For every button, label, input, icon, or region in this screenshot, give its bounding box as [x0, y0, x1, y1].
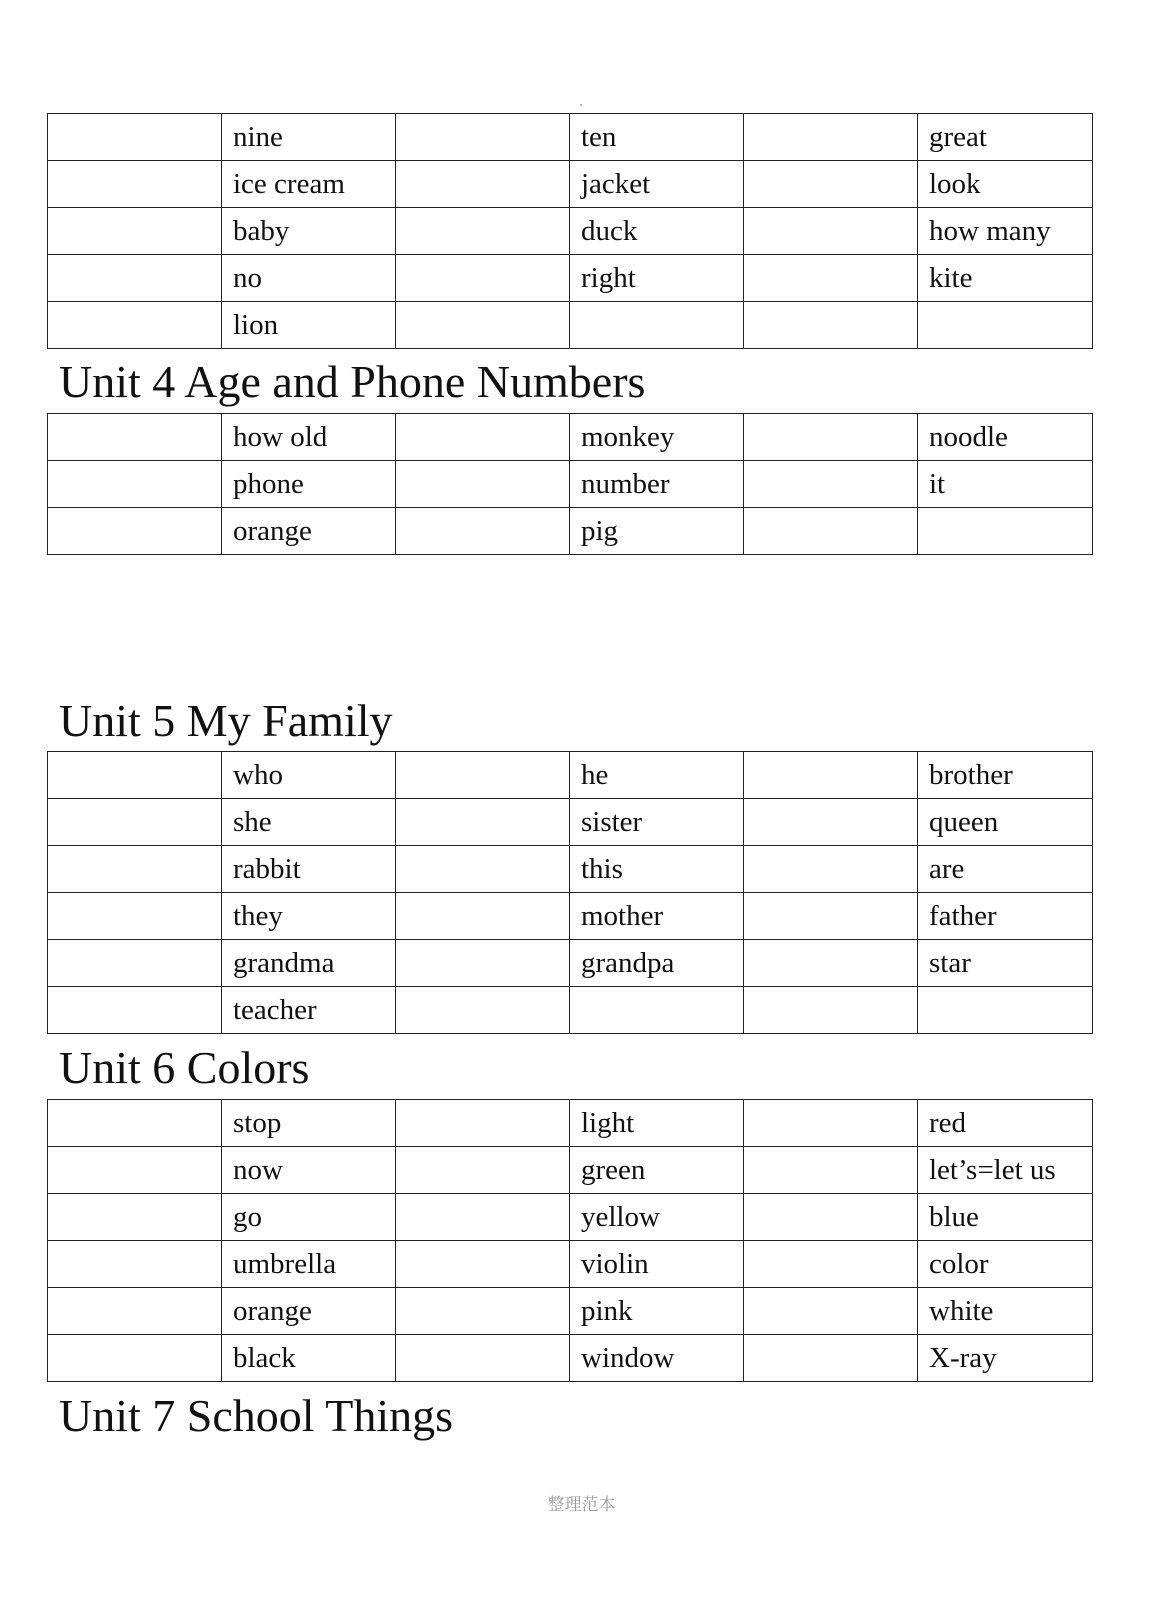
- word-cell: violin: [570, 1241, 744, 1288]
- blank-cell: [744, 414, 918, 461]
- word-cell: great: [918, 114, 1093, 161]
- vocab-table-unit-6: [47, 1099, 1093, 1382]
- word-cell: how old: [222, 414, 396, 461]
- word-cell: grandma: [222, 940, 396, 987]
- word-cell: they: [222, 893, 396, 940]
- word-cell: X-ray: [918, 1335, 1093, 1382]
- blank-cell: [396, 1288, 570, 1335]
- table-row: [48, 508, 1093, 555]
- table-row: [48, 1194, 1093, 1241]
- word-cell: [570, 987, 744, 1034]
- blank-cell: [48, 255, 222, 302]
- blank-cell: [396, 799, 570, 846]
- blank-cell: [744, 752, 918, 799]
- vocab-table-continued: [47, 113, 1093, 349]
- word-cell: phone: [222, 461, 396, 508]
- word-cell: green: [570, 1147, 744, 1194]
- blank-cell: [396, 414, 570, 461]
- blank-cell: [48, 846, 222, 893]
- blank-cell: [396, 987, 570, 1034]
- word-cell: sister: [570, 799, 744, 846]
- unit-5-title: Unit 5 My Family: [59, 695, 393, 746]
- word-cell: no: [222, 255, 396, 302]
- word-cell: lion: [222, 302, 396, 349]
- table-row: [48, 461, 1093, 508]
- blank-cell: [396, 302, 570, 349]
- word-cell: brother: [918, 752, 1093, 799]
- table-row: [48, 255, 1093, 302]
- word-cell: noodle: [918, 414, 1093, 461]
- table-row: [48, 799, 1093, 846]
- word-cell: umbrella: [222, 1241, 396, 1288]
- word-cell: mother: [570, 893, 744, 940]
- blank-cell: [48, 987, 222, 1034]
- word-cell: duck: [570, 208, 744, 255]
- word-cell: grandpa: [570, 940, 744, 987]
- blank-cell: [48, 1194, 222, 1241]
- table-row: [48, 846, 1093, 893]
- word-cell: she: [222, 799, 396, 846]
- word-cell: window: [570, 1335, 744, 1382]
- word-cell: ice cream: [222, 161, 396, 208]
- table-row: [48, 114, 1093, 161]
- blank-cell: [396, 1100, 570, 1147]
- word-cell: queen: [918, 799, 1093, 846]
- blank-cell: [396, 1335, 570, 1382]
- word-cell: orange: [222, 1288, 396, 1335]
- word-cell: white: [918, 1288, 1093, 1335]
- unit-6-title: Unit 6 Colors: [59, 1042, 310, 1093]
- blank-cell: [744, 114, 918, 161]
- blank-cell: [744, 940, 918, 987]
- blank-cell: [744, 799, 918, 846]
- vocab-table-unit-5: [47, 751, 1093, 1034]
- unit-4-title: Unit 4 Age and Phone Numbers: [59, 356, 646, 407]
- blank-cell: [744, 1335, 918, 1382]
- word-cell: pig: [570, 508, 744, 555]
- blank-cell: [744, 461, 918, 508]
- word-cell: stop: [222, 1100, 396, 1147]
- table-row: [48, 161, 1093, 208]
- word-cell: how many: [918, 208, 1093, 255]
- word-cell: kite: [918, 255, 1093, 302]
- vocab-table-unit-4: [47, 413, 1093, 555]
- blank-cell: [396, 1194, 570, 1241]
- word-cell: go: [222, 1194, 396, 1241]
- page-footer-watermark: 整理范本: [547, 1495, 616, 1515]
- blank-cell: [744, 1288, 918, 1335]
- word-cell: let’s=let us: [918, 1147, 1093, 1194]
- word-cell: jacket: [570, 161, 744, 208]
- word-cell: baby: [222, 208, 396, 255]
- blank-cell: [48, 1288, 222, 1335]
- word-cell: orange: [222, 508, 396, 555]
- table-row: [48, 987, 1093, 1034]
- blank-cell: [744, 161, 918, 208]
- blank-cell: [396, 461, 570, 508]
- blank-cell: [48, 508, 222, 555]
- word-cell: now: [222, 1147, 396, 1194]
- blank-cell: [48, 940, 222, 987]
- blank-cell: [396, 161, 570, 208]
- table-row: [48, 940, 1093, 987]
- word-cell: yellow: [570, 1194, 744, 1241]
- blank-cell: [48, 799, 222, 846]
- table-row: [48, 1288, 1093, 1335]
- word-cell: look: [918, 161, 1093, 208]
- word-cell: pink: [570, 1288, 744, 1335]
- word-cell: star: [918, 940, 1093, 987]
- blank-cell: [396, 846, 570, 893]
- table-row: [48, 893, 1093, 940]
- table-row: [48, 208, 1093, 255]
- blank-cell: [744, 1241, 918, 1288]
- word-cell: he: [570, 752, 744, 799]
- blank-cell: [744, 846, 918, 893]
- word-cell: black: [222, 1335, 396, 1382]
- word-cell: monkey: [570, 414, 744, 461]
- blank-cell: [48, 414, 222, 461]
- blank-cell: [744, 255, 918, 302]
- word-cell: are: [918, 846, 1093, 893]
- unit-7-title: Unit 7 School Things: [59, 1390, 454, 1441]
- table-row: [48, 1100, 1093, 1147]
- word-cell: this: [570, 846, 744, 893]
- blank-cell: [48, 208, 222, 255]
- blank-cell: [48, 1100, 222, 1147]
- blank-cell: [744, 893, 918, 940]
- word-cell: red: [918, 1100, 1093, 1147]
- word-cell: teacher: [222, 987, 396, 1034]
- table-row: [48, 752, 1093, 799]
- blank-cell: [396, 893, 570, 940]
- blank-cell: [396, 208, 570, 255]
- blank-cell: [744, 1147, 918, 1194]
- blank-cell: [48, 1147, 222, 1194]
- table-row: [48, 1241, 1093, 1288]
- blank-cell: [396, 114, 570, 161]
- word-cell: father: [918, 893, 1093, 940]
- word-cell: who: [222, 752, 396, 799]
- word-cell: [570, 302, 744, 349]
- blank-cell: [744, 508, 918, 555]
- table-row: [48, 1335, 1093, 1382]
- word-cell: light: [570, 1100, 744, 1147]
- blank-cell: [396, 940, 570, 987]
- blank-cell: [396, 508, 570, 555]
- word-cell: blue: [918, 1194, 1093, 1241]
- blank-cell: [48, 893, 222, 940]
- blank-cell: [48, 302, 222, 349]
- word-cell: ten: [570, 114, 744, 161]
- blank-cell: [48, 1335, 222, 1382]
- table-row: [48, 302, 1093, 349]
- blank-cell: [744, 302, 918, 349]
- blank-cell: [48, 114, 222, 161]
- blank-cell: [48, 461, 222, 508]
- blank-cell: [744, 1194, 918, 1241]
- table-row: [48, 414, 1093, 461]
- word-cell: [918, 302, 1093, 349]
- blank-cell: [744, 1100, 918, 1147]
- word-cell: right: [570, 255, 744, 302]
- word-cell: number: [570, 461, 744, 508]
- word-cell: [918, 508, 1093, 555]
- table-row: [48, 1147, 1093, 1194]
- blank-cell: [396, 1147, 570, 1194]
- blank-cell: [396, 1241, 570, 1288]
- blank-cell: [48, 1241, 222, 1288]
- blank-cell: [744, 987, 918, 1034]
- stray-mark: [580, 104, 582, 106]
- blank-cell: [744, 208, 918, 255]
- word-cell: rabbit: [222, 846, 396, 893]
- word-cell: nine: [222, 114, 396, 161]
- blank-cell: [48, 752, 222, 799]
- word-cell: it: [918, 461, 1093, 508]
- blank-cell: [396, 752, 570, 799]
- blank-cell: [396, 255, 570, 302]
- word-cell: color: [918, 1241, 1093, 1288]
- blank-cell: [48, 161, 222, 208]
- word-cell: [918, 987, 1093, 1034]
